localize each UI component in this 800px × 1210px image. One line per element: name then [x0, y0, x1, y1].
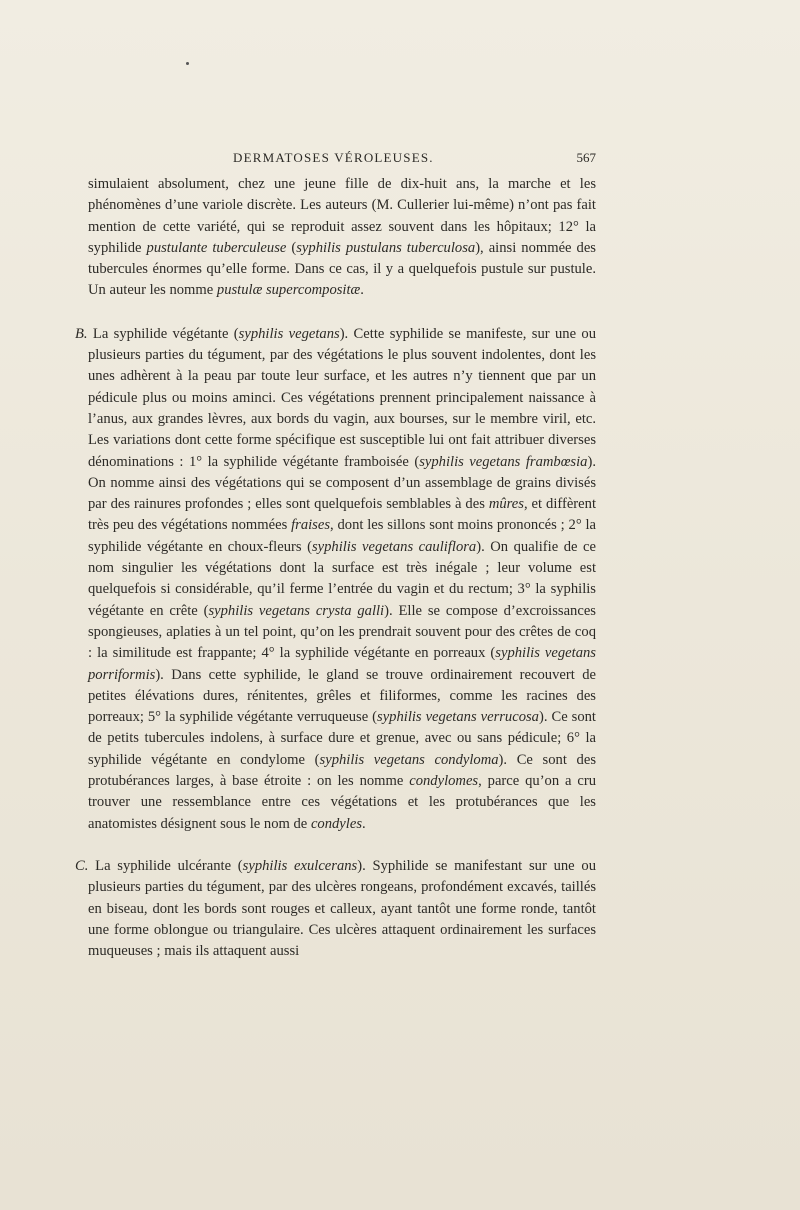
italic-run: syphilis vegetans porriformis	[88, 645, 596, 683]
italic-run: syphilis vegetans crysta galli	[208, 602, 385, 619]
running-head: DERMATOSES VÉROLEUSES.	[233, 150, 434, 165]
text-run: ). On nomme ainsi des végétations qui se composent d’un assemblage de grains divisés par des rainures profondes ; elles sont quelquefois semblables à des	[88, 453, 596, 513]
text-run: , dont les sillons sont moins prononcés ; 2° la syphilide végétante en choux-fleurs (	[88, 517, 597, 555]
text-run: simulaient absolument, chez une jeune fille de dix-huit ans, la marche et les phénomènes d’une variole discrète. Les auteurs (M. Cullerier lui-même) n’ont pas fait mention de cette variété, qui se reproduit assez souvent dans les hôpitaux; 12° la syphilide	[88, 176, 596, 256]
ink-speck	[186, 62, 189, 65]
text-run: ). Syphilide se manifestant sur une ou plusieurs parties du tégument, par des ulcères rongeans, profondément excavés, taillés en biseau, dont les bords sont rouges et calleux, ayant tantôt une forme ronde, tantôt une forme oblongue ou triangulaire. Ces ulcères attaquent ordinairement les surfaces muqueuses ; mais ils attaquent aussi	[88, 857, 596, 960]
italic-run: condylomes	[409, 773, 479, 790]
text-run: ). On qualifie de ce nom singulier les végétations dont la surface est très inégale ; leur volume est quelquefois si considérable, qu’il ferme l’entrée du vagin et du rectum; 3° la syphilis végétante en crête (	[88, 538, 596, 619]
text-run: ). Ce sont de petits tubercules indolens, à surface dure et grenue, avec ou sans pédicule; 6° la syphilide végétante en condylome (	[88, 709, 596, 768]
section-b-paragraph	[75, 324, 597, 835]
italic-run: syphilis exulcerans	[242, 857, 358, 874]
italic-run: pustulæ supercompositæ	[216, 282, 361, 299]
text-run: La syphilide ulcérante (	[88, 857, 243, 874]
italic-run: fraises	[291, 517, 331, 534]
body-text	[75, 174, 597, 962]
section-c-paragraph	[75, 856, 596, 962]
page-header	[88, 148, 596, 170]
section-letter: B.	[75, 325, 88, 342]
text-run: .	[362, 815, 366, 832]
italic-run: mûres	[488, 496, 524, 513]
text-run: ). Ce sont des protubérances larges, à base étroite : on les nomme	[88, 751, 596, 790]
italic-run: condyles	[310, 815, 362, 832]
text-run: ), ainsi nommée des tubercules énormes qu’elle forme. Dans ce cas, il y a quelquefois pustule sur pustule. Un auteur les nomme	[88, 239, 596, 299]
italic-run: pustulante tuberculeuse	[146, 239, 287, 256]
italic-run: syphilis vegetans condyloma	[319, 751, 499, 768]
paragraph-continued	[88, 174, 596, 302]
text-run: (	[286, 239, 297, 256]
italic-run: syphilis vegetans	[238, 325, 340, 342]
section-letter: C.	[75, 857, 89, 874]
italic-run: syphilis pustulans tuberculosa	[296, 239, 476, 256]
text-run: .	[360, 282, 364, 299]
italic-run: syphilis vegetans frambœsia	[419, 453, 588, 470]
text-run: La syphilide végétante (	[87, 325, 239, 342]
italic-run: syphilis vegetans cauliflora	[311, 538, 477, 555]
text-run: , et diffèrent très peu des végétations nommées	[88, 496, 596, 534]
text-run: ). Elle se compose d’excroissances spongieuses, aplaties à un tel point, qu’on les prendrait souvent pour des crêtes de coq : la similitude est frappante; 4° la syphilide végétante en porreaux (	[88, 602, 596, 662]
page-number: 567	[576, 150, 596, 165]
text-run: , parce qu’on a cru trouver une ressemblance entre ces végétations et les protubérances que les anatomistes désignent sous le nom de	[88, 773, 596, 832]
text-run: ). Dans cette syphilide, le gland se trouve ordinairement recouvert de petites élévations dures, rénitentes, grêles et filiformes, comme les racines des porreaux; 5° la syphilide végétante verruqueuse (	[88, 666, 596, 726]
text-run: ). Cette syphilide se manifeste, sur une ou plusieurs parties du tégument, par des végétations le plus souvent indolentes, dont les unes adhèrent à la peau par toute leur surface, et les autres n’y tiennent que par un pédicule plus ou moins aminci. Ces végétations prennent principalement naissance à l’anus, aux grandes lèvres, aux bords du vagin, aux bourses, sur le membre viril, etc. Les variations dont cette forme spécifique est susceptible lui ont fait attribuer diverses dénominations : 1° la syphilide végétante framboisée (	[88, 325, 597, 470]
italic-run: syphilis vegetans verrucosa	[377, 709, 539, 726]
